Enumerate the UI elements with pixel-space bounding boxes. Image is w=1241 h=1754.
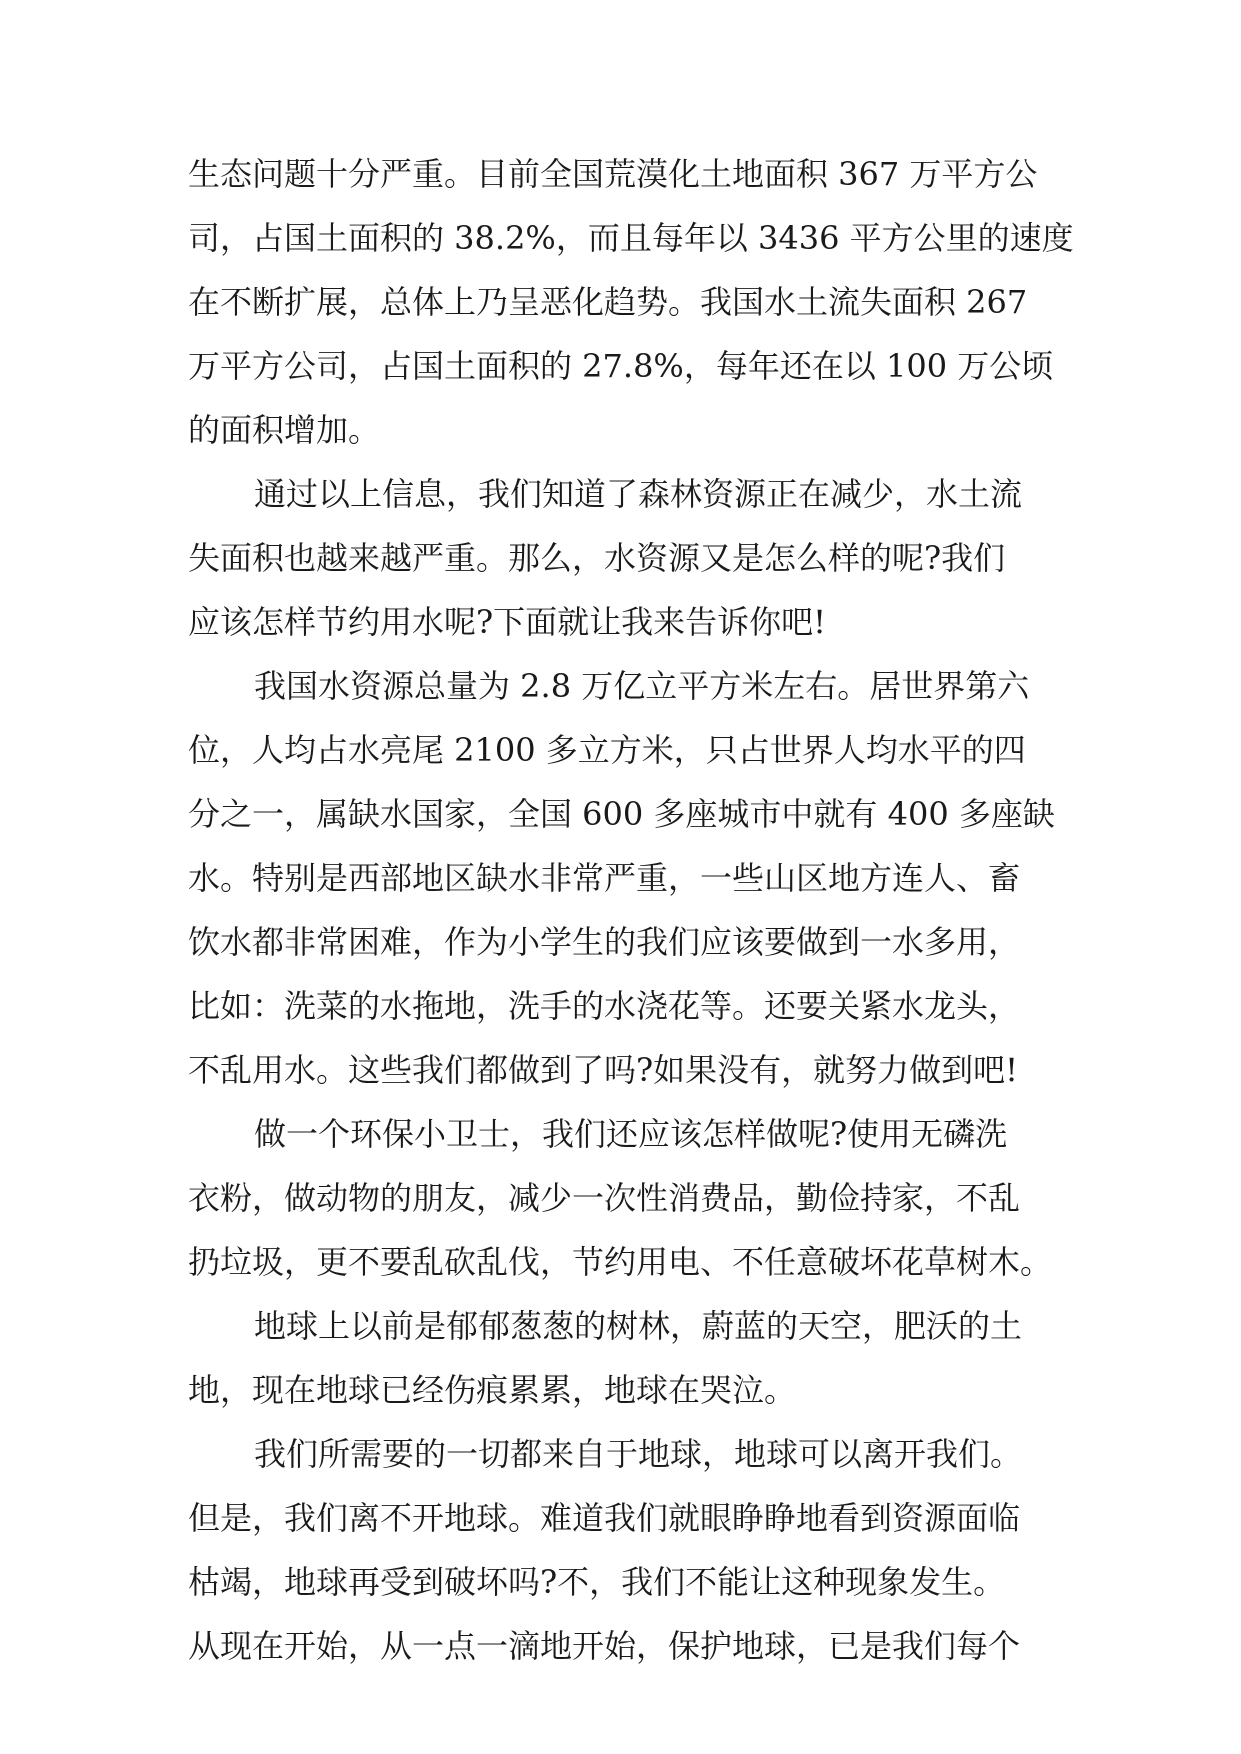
text-line: 分之一，属缺水国家，全国 600 多座城市中就有 400 多座缺 bbox=[188, 795, 1055, 833]
text-line: 地，现在地球已经伤痕累累，地球在哭泣。 bbox=[188, 1371, 797, 1409]
text-line: 枯竭，地球再受到破坏吗?不，我们不能让这种现象发生。 bbox=[188, 1563, 1006, 1601]
text-line: 但是，我们离不开地球。难道我们就眼睁睁地看到资源面临 bbox=[188, 1499, 1021, 1537]
paragraph-first-line: 我们所需要的一切都来自于地球，地球可以离开我们。 bbox=[254, 1435, 1023, 1473]
essay-body bbox=[188, 155, 1074, 1692]
paragraph-first-line: 通过以上信息，我们知道了森林资源正在减少，水土流 bbox=[254, 475, 1023, 513]
text-line: 不乱用水。这些我们都做到了吗?如果没有，就努力做到吧! bbox=[188, 1051, 1019, 1089]
text-line: 从现在开始，从一点一滴地开始，保护地球，已是我们每个 bbox=[188, 1627, 1021, 1665]
text-line: 饮水都非常困难，作为小学生的我们应该要做到一水多用， bbox=[188, 923, 1021, 961]
text-line: 水。特别是西部地区缺水非常严重，一些山区地方连人、畜 bbox=[188, 859, 1021, 897]
text-line: 的面积增加。 bbox=[188, 411, 381, 449]
text-line: 扔垃圾，更不要乱砍乱伐，节约用电、不任意破坏花草树木。 bbox=[188, 1243, 1053, 1281]
text-line: 万平方公司，占国土面积的 27.8%，每年还在以 100 万公顷 bbox=[188, 347, 1054, 385]
text-line: 衣粉，做动物的朋友，减少一次性消费品，勤俭持家，不乱 bbox=[188, 1179, 1021, 1217]
text-line: 司，占国土面积的 38.2%，而且每年以 3436 平方公里的速度 bbox=[188, 219, 1074, 257]
paragraph-first-line: 做一个环保小卫士，我们还应该怎样做呢?使用无磷洗 bbox=[254, 1115, 1008, 1153]
text-line: 生态问题十分严重。目前全国荒漠化土地面积 367 万平方公 bbox=[188, 155, 1038, 193]
paragraph-first-line: 我国水资源总量为 2.8 万亿立平方米左右。居世界第六 bbox=[254, 667, 1030, 705]
text-line: 位，人均占水亮尾 2100 多立方米，只占世界人均水平的四 bbox=[188, 731, 1026, 769]
text-line: 失面积也越来越严重。那么，水资源又是怎么样的呢?我们 bbox=[188, 539, 1006, 577]
text-line: 在不断扩展，总体上乃呈恶化趋势。我国水土流失面积 267 bbox=[188, 283, 1028, 321]
text-line: 比如：洗菜的水拖地，洗手的水浇花等。还要关紧水龙头， bbox=[188, 987, 1021, 1025]
text-line: 应该怎样节约用水呢?下面就让我来告诉你吧! bbox=[188, 603, 827, 641]
paragraph-first-line: 地球上以前是郁郁葱葱的树林，蔚蓝的天空，肥沃的土 bbox=[254, 1307, 1023, 1345]
